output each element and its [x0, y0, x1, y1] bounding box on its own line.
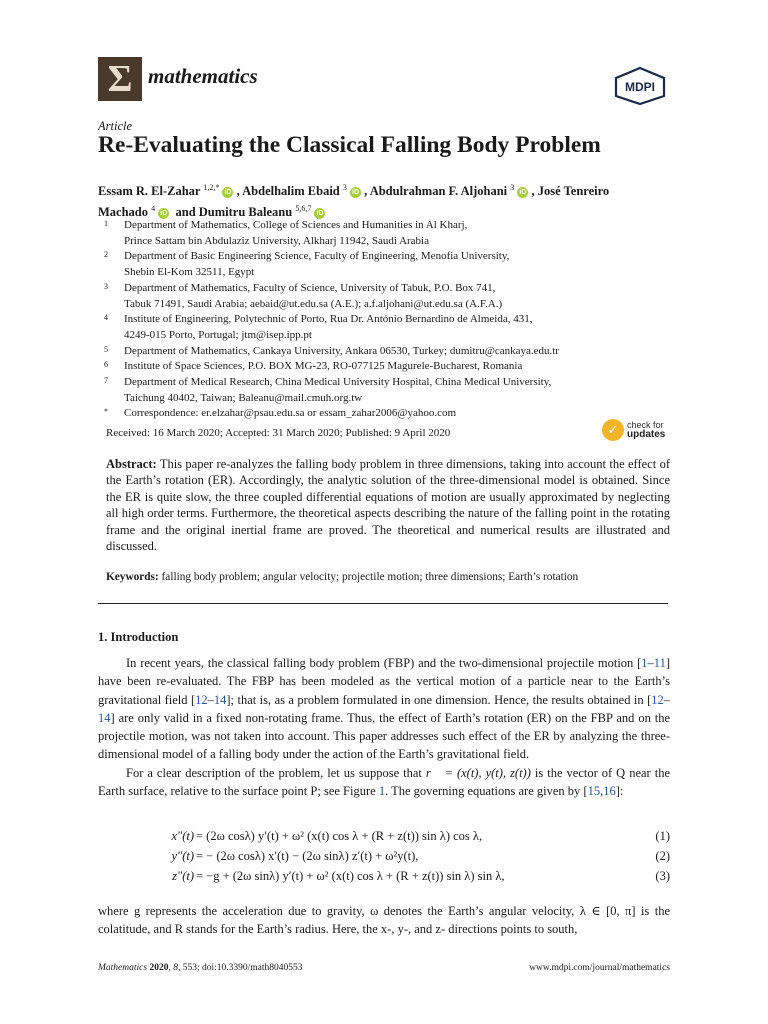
orcid-icon[interactable]: iD — [519, 189, 527, 197]
footer-journal: Mathematics — [98, 963, 148, 973]
abstract — [106, 456, 670, 554]
mdpi-logo — [612, 66, 668, 106]
publication-dates: Received: 16 March 2020; Accepted: 31 March 2020; Published: 9 April 2020 — [106, 427, 451, 439]
keywords — [106, 569, 672, 585]
citation-link[interactable]: 16 — [603, 784, 616, 799]
journal-name: mathematics — [148, 64, 258, 88]
check-updates-line2: updates — [627, 429, 666, 440]
orcid-icon[interactable]: iD — [316, 210, 324, 218]
mdpi-logo-text: MDPI — [625, 80, 655, 94]
equation-rhs: = −g + (2ω sinλ) y′(t) + ω² (x(t) cos λ + (R + z(t)) sin λ) sin λ, — [196, 869, 505, 883]
introduction-body — [98, 654, 670, 800]
footer-citation: Mathematics 2020, 8, 553; doi:10.3390/math8040553 — [98, 963, 303, 973]
author-affiliation-marker: 4 — [151, 204, 156, 214]
paragraph: For a clear description of the problem, let us suppose that r⃗ = (x(t), y(t), z(t)) is the vector of Q near the Earth surface, relative to the surface point P; see Figure 1. The governing equations are given by [15,16]: — [98, 765, 670, 799]
author-list: Essam R. El-Zahar $^{1,2,*}$ iD , Abdelhalim Ebaid $^3$ iD , Abdulrahman F. Aljohani $^3$ iD , José Tenreiro Machado $^4$ iD and Dumitru Baleanu $^{5,6,7}$ iD — [98, 183, 610, 220]
affiliation-item: 3 Department of Mathematics, Faculty of Science, University of Tabuk, P.O. Box 741, Tabuk 71491, Saudi Arabia; aebaid@ut.edu.sa (A.E.); a.f.aljohani@ut.edu.sa (A.F.A.) — [104, 281, 503, 310]
equation-number: (3) — [655, 869, 670, 883]
equation-rhs: = − (2ω cosλ) x′(t) − (2ω sinλ) z′(t) + ω²y(t), — [196, 849, 419, 863]
equation — [98, 829, 670, 849]
affiliation-item: 2 Department of Basic Engineering Science, Faculty of Engineering, Menofia University, Shebin El-Kom 32511, Egypt — [104, 250, 510, 279]
check-updates-line1: check for — [627, 420, 664, 430]
orcid-icon[interactable]: iD — [352, 189, 360, 197]
author-name: Abdelhalim Ebaid — [242, 184, 340, 199]
author-affiliation-marker: 3 — [342, 183, 347, 192]
section-divider — [98, 603, 668, 604]
keywords-label: Keywords: — [106, 571, 159, 583]
author-name: José Tenreiro — [537, 184, 610, 199]
author-affiliation-marker: 5,6,7 — [295, 204, 312, 214]
citation-link[interactable]: 12 — [651, 692, 664, 707]
affiliation-item: 7 Department of Medical Research, China Medical University Hospital, China Medical University, Taichung 40402, Taiwan; Baleanu@mail.cmuh.org.tw — [104, 376, 552, 404]
author-name: Machado — [98, 205, 148, 220]
equation — [98, 869, 670, 889]
abstract-text: This paper re-analyzes the falling body problem in three dimensions, taking into account the effect of the Earth’s rotation (ER). Accordingly, the analytic solution of the three-dimensional model is obtained. Since the ER is quite slow, the three coupled differential equations of motion are usually approximated by neglecting all high order terms. Furthermore, the theoretical aspects describing the nature of the falling point in the rotating frame and the original inertial frame are proved. The theoretical and numerical results are illustrated and discussed. — [106, 457, 670, 554]
affiliation-item: 4 Institute of Engineering, Polytechnic of Porto, Rua Dr. António Bernardino de Almeida, 431, 4249-015 Porto, Portugal; jtm@isep.ipp.pt — [104, 313, 533, 341]
equation-lhs: z″(t) — [172, 869, 194, 883]
author-affiliation-marker: 3 — [510, 183, 515, 192]
journal-logo — [98, 57, 142, 101]
affiliation-item: 5 Department of Mathematics, Cankaya University, Ankara 06530, Turkey; dumitru@cankaya.edu.tr — [104, 344, 559, 357]
paper-title: Re-Evaluating the Classical Falling Body Problem — [98, 132, 601, 158]
citation-link[interactable]: 14 — [213, 692, 227, 707]
keywords-text: falling body problem; angular velocity; projectile motion; three dimensions; Earth’s rotation — [161, 571, 579, 583]
affiliation-list — [104, 218, 674, 422]
abstract-label: Abstract: — [106, 457, 157, 471]
citation-link[interactable]: 15 — [587, 784, 601, 799]
paragraph: In recent years, the classical falling body problem (FBP) and the two-dimensional projectile motion [1–11] have been re-evaluated. The FBP has been modeled as the vertical motion of a particle near to the Earth’s gravitational field [12–14]; that is, as a problem formulated in one dimension. Hence, the results obtained in [12–14] are only valid in a fixed non-rotating frame. Thus, the effect of Earth’s rotation (ER) on the FBP and on the projectile motion, was not taken into account. This paper addresses such effect of the ER by analyzing the three-dimensional model of a falling body under the action of the Earth’s gravitational field. — [98, 656, 670, 762]
affiliation-item: 1 Department of Mathematics, College of Sciences and Humanities in Al Kharj, Prince Sattam bin Abdulaziz University, Alkharj 11942, Saudi Arabia — [104, 219, 468, 247]
footer-volume: 8 — [173, 963, 178, 973]
paragraph: where g represents the acceleration due to gravity, ω denotes the Earth’s angular velocity, λ ∈ [0, π] is the colatitude, and R stands for the Earth’s radius. Here, the x-, y-, and z- directions points to south, — [98, 904, 670, 937]
author-name: Abdulrahman F. Aljohani — [369, 184, 508, 199]
orcid-icon[interactable]: iD — [224, 189, 232, 197]
checkmark-icon: ✓ — [602, 419, 624, 441]
section-heading: 1. Introduction — [98, 630, 179, 644]
footer-doi: , 553; doi:10.3390/math8040553 — [177, 963, 303, 973]
equation-block — [98, 829, 670, 889]
footer-year: 2020 — [149, 963, 169, 973]
citation-link[interactable]: 12 — [195, 692, 208, 707]
equation-rhs: = (2ω cosλ) y′(t) + ω² (x(t) cos λ + (R + z(t)) sin λ) cos λ, — [196, 829, 483, 843]
inline-math: r⃗ = (x(t), y(t), z(t)) — [425, 765, 531, 780]
figure-link[interactable]: 1 — [378, 784, 386, 799]
author-affiliation-marker: 1,2,* — [203, 183, 220, 192]
citation-link[interactable]: 11 — [653, 656, 666, 670]
citation-link[interactable]: 1 — [641, 656, 648, 670]
equation-number: (2) — [655, 849, 670, 863]
affiliation-item: 6 Institute of Space Sciences, P.O. BOX MG-23, RO-077125 Magurele-Bucharest, Romania — [104, 360, 523, 373]
footer-url[interactable]: www.mdpi.com/journal/mathematics — [529, 963, 670, 973]
check-for-updates-button[interactable] — [602, 417, 672, 443]
orcid-icon[interactable]: iD — [160, 210, 168, 218]
equation-number: (1) — [655, 829, 670, 843]
author-name: Dumitru Baleanu — [198, 205, 293, 220]
equation-lhs: x″(t) — [171, 829, 194, 843]
citation-link[interactable]: 14 — [98, 710, 111, 725]
sigma-logo-glyph: Σ — [107, 58, 133, 100]
article-type: Article — [98, 119, 133, 133]
equation — [98, 849, 670, 869]
equation-lhs: y″(t) — [171, 849, 194, 863]
author-conjunction: and — [175, 205, 196, 220]
author-name: Essam R. El-Zahar — [98, 184, 201, 199]
correspondence: * Correspondence: er.elzahar@psau.edu.sa or essam_zahar2006@yahoo.com — [104, 407, 457, 420]
